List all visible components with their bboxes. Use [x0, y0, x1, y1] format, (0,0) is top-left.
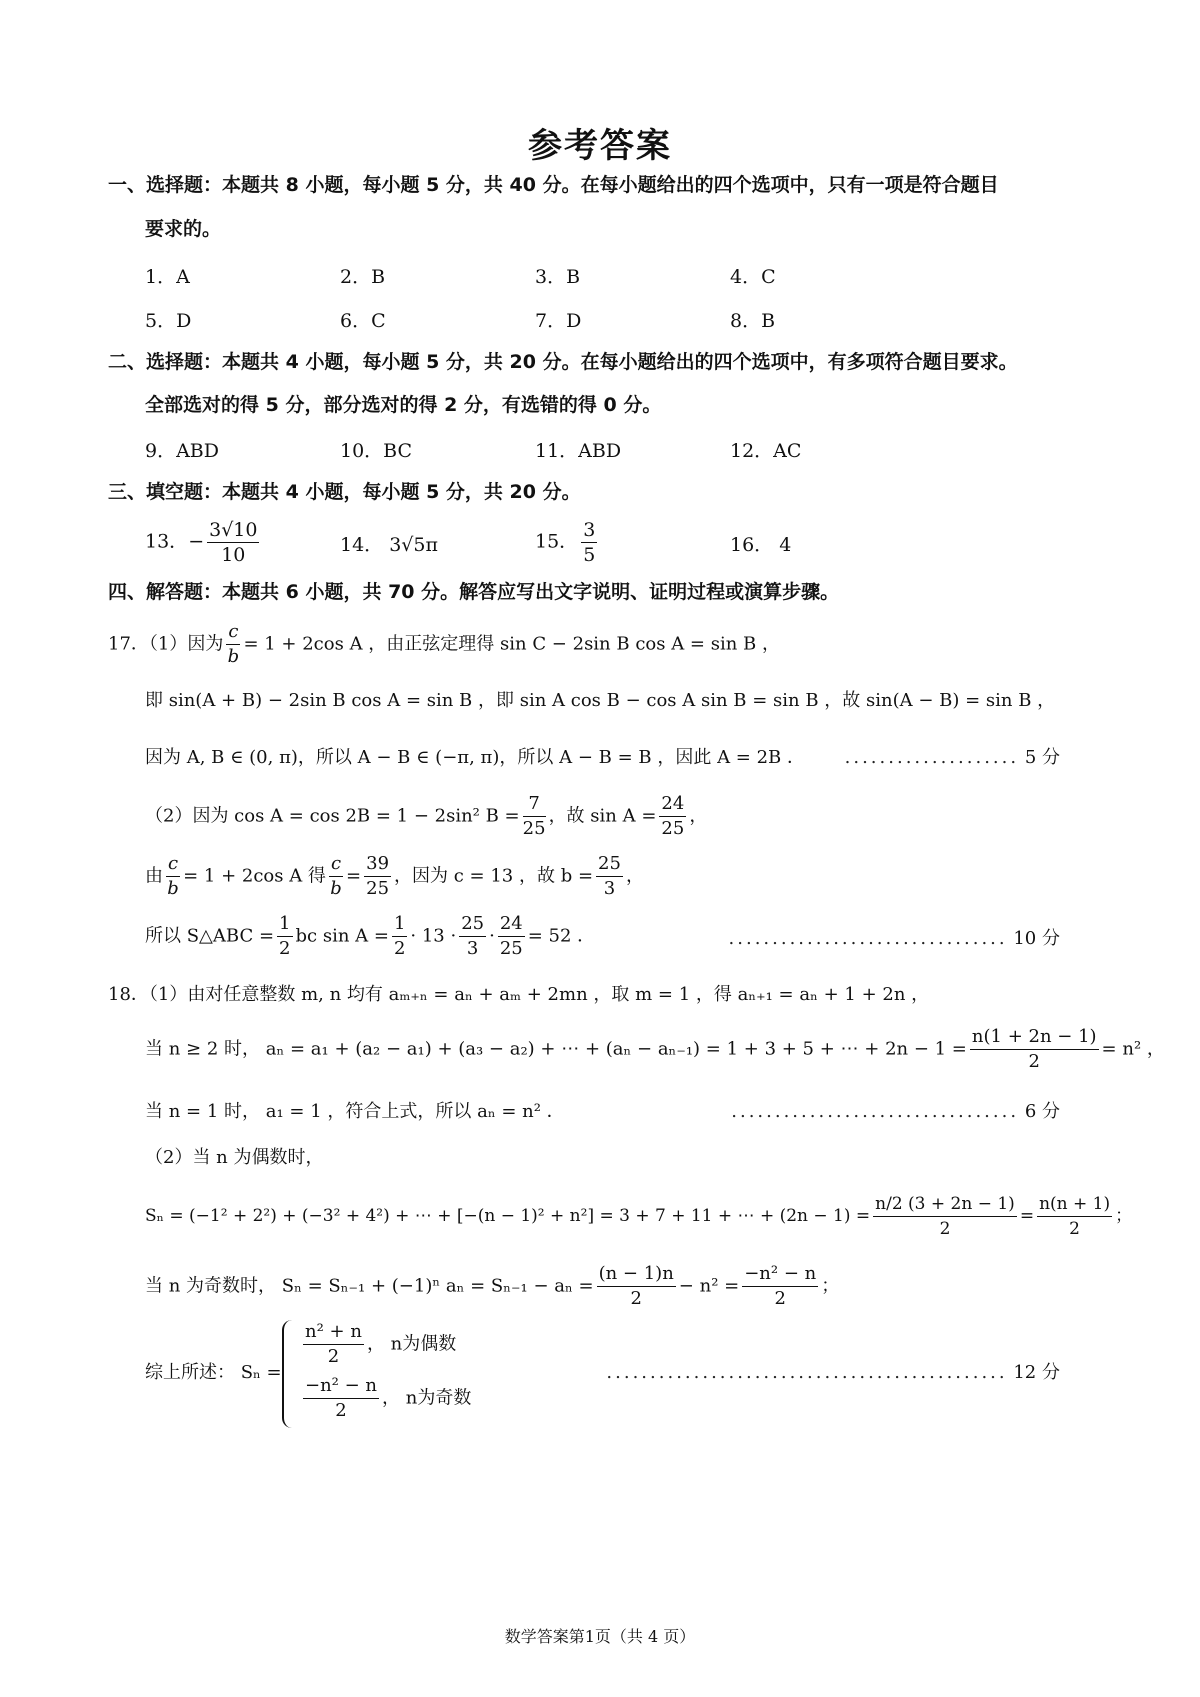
q17-frac-24-25b: [498, 912, 525, 961]
answer-4: 4．C: [730, 266, 776, 288]
q18-line-6: [145, 1262, 1060, 1311]
q17-score-1: .................... 5 分: [844, 747, 1060, 768]
q17-l6c: · 13 ·: [410, 925, 457, 947]
q17-frac-25b: 25: [661, 818, 685, 839]
q18-line-1: 18．（1）由对任意整数 m, n 均有 aₘ₊ₙ = aₙ + aₘ + 2mn ，取 m = 1 ，得 aₙ₊₁ = aₙ + 1 + 2n ，: [108, 984, 930, 1005]
answer-7: 7．D: [535, 310, 582, 332]
q18-frac-5-den: 2: [774, 1288, 786, 1309]
q17-l4c: ，: [689, 805, 708, 827]
q18-line-4: （2）当 n 为偶数时，: [145, 1147, 324, 1168]
q17-frac-24: 24: [659, 792, 686, 817]
q17-line-3: [145, 743, 1060, 769]
q18-l7a: 综上所述： Sₙ =: [145, 1362, 282, 1383]
q18-case-2-den: 2: [335, 1400, 347, 1421]
q18-line-5: [145, 1192, 1133, 1241]
q18-l3-text: 当 n = 1 时， a₁ = 1 ，符合上式，所以 aₙ = n² ．: [145, 1101, 565, 1122]
q17-l3-text: 因为 A, B ∈ (0, π)，所以 A − B ∈ (−π, π)，所以 A − B = B ，因此 A = 2B ．: [145, 747, 805, 768]
q17-frac-7-25: [523, 792, 546, 841]
q17-frac-1b: 1: [392, 912, 407, 937]
q17-line-6: [145, 912, 1060, 961]
q17-frac-c3: c: [330, 853, 342, 874]
q18-frac-3-num: n(n + 1): [1037, 1192, 1112, 1217]
q18-score-1: ................................. 6 分: [731, 1101, 1060, 1122]
q17-frac-c-b: [226, 620, 240, 669]
q18-l6c: ；: [821, 1275, 840, 1297]
answer-15-numerator: 3: [583, 519, 596, 541]
q18-case-1-den: 2: [327, 1346, 340, 1367]
q17-l1a: 17．（1）因为: [108, 633, 224, 655]
q18-frac-3: [1037, 1192, 1112, 1241]
q17-frac-25: 25: [522, 818, 546, 839]
section-1-heading-cont: 要求的。: [145, 218, 222, 240]
answer-15-label: 15．: [535, 530, 579, 553]
q17-score-1-value: 5 分: [1024, 747, 1060, 768]
q18-score-1-value: 6 分: [1024, 1101, 1060, 1122]
q18-case-2: [300, 1374, 500, 1423]
q18-case-1-num: n² + n: [303, 1320, 364, 1345]
q17-frac-c-b-2: [166, 852, 180, 901]
answer-15-denominator: 5: [583, 544, 596, 566]
q18-frac-1-num: n(1 + 2n − 1): [970, 1025, 1099, 1050]
answer-13-fraction: [207, 518, 259, 567]
q17-l5d: ，因为 c = 13 ，故 b =: [394, 865, 594, 887]
q18-l2a: 当 n ≥ 2 时， aₙ = a₁ + (a₂ − a₁) + (a₃ − a₂) + ⋯ + (aₙ − aₙ₋₁) = 1 + 3 + 5 + ⋯ + 2n − 1 =: [145, 1038, 967, 1060]
page-title: 参考答案: [528, 126, 672, 166]
q18-case-1-text: ， n为偶数: [366, 1333, 457, 1355]
section-2-heading-cont: 全部选对的得 5 分，部分选对的得 2 分，有选错的得 0 分。: [145, 394, 662, 416]
section-4-heading: 四、解答题：本题共 6 小题，共 70 分。解答应写出文字说明、证明过程或演算步骤。: [108, 581, 840, 603]
q18-score-2: .............................................. 12 分: [606, 1362, 1060, 1383]
q17-frac-1: 1: [277, 912, 292, 937]
q18-frac-4-num: (n − 1)n: [597, 1262, 676, 1287]
q17-frac-7: 7: [523, 792, 546, 817]
q17-frac-24b: 24: [498, 912, 525, 937]
answer-13-denominator: 10: [221, 544, 246, 566]
q17-frac-c: c: [228, 621, 239, 642]
q17-l6e: = 52 ．: [527, 925, 596, 947]
q18-frac-1-den: 2: [1028, 1051, 1040, 1072]
q18-frac-3-den: 2: [1069, 1219, 1080, 1239]
page-footer: 数学答案第1页（共 4 页）: [504, 1627, 696, 1646]
answer-12: 12．AC: [730, 440, 802, 462]
q17-line-2: 即 sin(A + B) − 2sin B cos A = sin B ，即 sin A cos B − cos A sin B = sin B ，故 sin(A − B) = sin B ，: [145, 690, 1056, 711]
q17-frac-25c: 25: [366, 878, 390, 899]
q17-l4b: ，故 sin A =: [548, 805, 657, 827]
answer-3: 3．B: [535, 266, 581, 288]
q17-line-1: [108, 620, 1023, 669]
q17-l4a: （2）因为 cos A = cos 2B = 1 − 2sin² B =: [145, 805, 520, 827]
q17-frac-39-25: [364, 852, 391, 901]
q17-l6d: ·: [489, 925, 495, 947]
answer-row-1: [145, 262, 1045, 302]
q17-line-5: [145, 852, 1060, 901]
q18-frac-4: [597, 1262, 676, 1311]
q18-frac-4-den: 2: [630, 1288, 642, 1309]
answer-10: 10．BC: [340, 440, 413, 462]
q18-line-3: [145, 1097, 1060, 1123]
q18-frac-5: [742, 1262, 818, 1311]
q17-frac-2: 2: [279, 938, 291, 959]
section-1-heading: 一、选择题：本题共 8 小题，每小题 5 分，共 40 分。在每小题给出的四个选项中，只有一项是符合题目: [108, 174, 999, 196]
q17-frac-3b: 3: [466, 938, 479, 959]
q18-l5a: Sₙ = (−1² + 2²) + (−3² + 4²) + ⋯ + [−(n − 1)² + n²] = 3 + 7 + 11 + ⋯ + (2n − 1) =: [145, 1206, 871, 1226]
q18-frac-2-den: 2: [939, 1219, 951, 1239]
q17-frac-1-2b: [392, 912, 407, 961]
q17-l5c: =: [346, 865, 362, 887]
answer-13-numerator: 3√10: [209, 519, 258, 541]
piecewise-brace: [282, 1320, 296, 1428]
q17-l6b: bc sin A =: [295, 925, 389, 947]
q17-l5b: = 1 + 2cos A 得: [183, 865, 326, 887]
q18-l5c: ；: [1115, 1206, 1133, 1226]
q17-frac-24-25: [659, 792, 686, 841]
q17-frac-25d: 25: [596, 852, 623, 877]
q18-case-2-frac: [303, 1374, 379, 1423]
q17-frac-b3: b: [330, 878, 342, 899]
section-3-heading: 三、填空题：本题共 4 小题，每小题 5 分，共 20 分。: [108, 481, 581, 503]
q18-case-1-frac: [303, 1320, 364, 1369]
q18-frac-2-num: n/2 (3 + 2n − 1): [873, 1192, 1017, 1217]
answer-15: [535, 518, 600, 567]
answer-8: 8．B: [730, 310, 776, 332]
q17-frac-b: b: [227, 646, 240, 667]
q18-case-1: [300, 1320, 500, 1369]
q17-frac-3: 3: [603, 878, 616, 899]
answer-row-4: [145, 518, 1045, 568]
q17-frac-2b: 2: [393, 938, 406, 959]
answer-5: 5．D: [145, 310, 192, 332]
q18-l2b: = n² ，: [1101, 1038, 1165, 1060]
q17-frac-1-2: [277, 912, 292, 961]
answer-6: 6．C: [340, 310, 386, 332]
q18-frac-2: [873, 1192, 1017, 1241]
answer-1: 1．A: [145, 266, 190, 288]
q17-l6a: 所以 S△ABC =: [145, 925, 275, 947]
q17-frac-25-3b: [459, 912, 486, 961]
q17-line-4: [145, 792, 1060, 841]
q18-l6b: − n² =: [678, 1275, 740, 1297]
q17-frac-25-3: [596, 852, 623, 901]
q17-score-2-value: 10 分: [1013, 928, 1060, 949]
q17-score-2: ................................ 10 分: [728, 928, 1060, 949]
answer-2: 2．B: [340, 266, 386, 288]
q18-l5b: =: [1019, 1206, 1035, 1226]
answer-13: 13．− $\frac{3√10}{10}$: [145, 519, 258, 566]
q18-frac-1: [970, 1025, 1099, 1074]
answer-11: 11．ABD: [535, 440, 622, 462]
answer-9: 9．ABD: [145, 440, 220, 462]
q17-frac-c-b-3: [329, 852, 343, 901]
q17-frac-25e: 25: [459, 912, 486, 937]
q17-frac-b2: b: [167, 878, 179, 899]
q18-case-2-num: −n² − n: [303, 1374, 379, 1399]
q18-line-2: [145, 1025, 1165, 1074]
q18-case-2-text: ， n为奇数: [382, 1387, 472, 1409]
answer-14: 14． 3√5π: [340, 534, 438, 556]
q17-frac-c2: c: [168, 853, 179, 874]
answer-13-label: 13．: [145, 530, 189, 553]
q17-l1b: = 1 + 2cos A ，由正弦定理得 sin C − 2sin B cos A = sin B ，: [243, 633, 780, 655]
q18-l6a: 当 n 为奇数时， Sₙ = Sₙ₋₁ + (−1)ⁿ aₙ = Sₙ₋₁ − aₙ =: [145, 1275, 594, 1297]
answer-16: 16． 4: [730, 534, 792, 556]
section-2-heading: 二、选择题：本题共 4 小题，每小题 5 分，共 20 分。在每小题给出的四个选项中，有多项符合题目要求。: [108, 351, 1018, 373]
q17-l5a: 由: [145, 865, 163, 887]
q18-score-2-value: 12 分: [1013, 1362, 1060, 1383]
q17-l5e: ，: [625, 865, 644, 887]
q17-frac-39: 39: [364, 852, 391, 877]
answer-15-fraction: [581, 518, 597, 567]
q18-frac-5-num: −n² − n: [742, 1262, 818, 1287]
q17-frac-25f: 25: [499, 938, 523, 959]
